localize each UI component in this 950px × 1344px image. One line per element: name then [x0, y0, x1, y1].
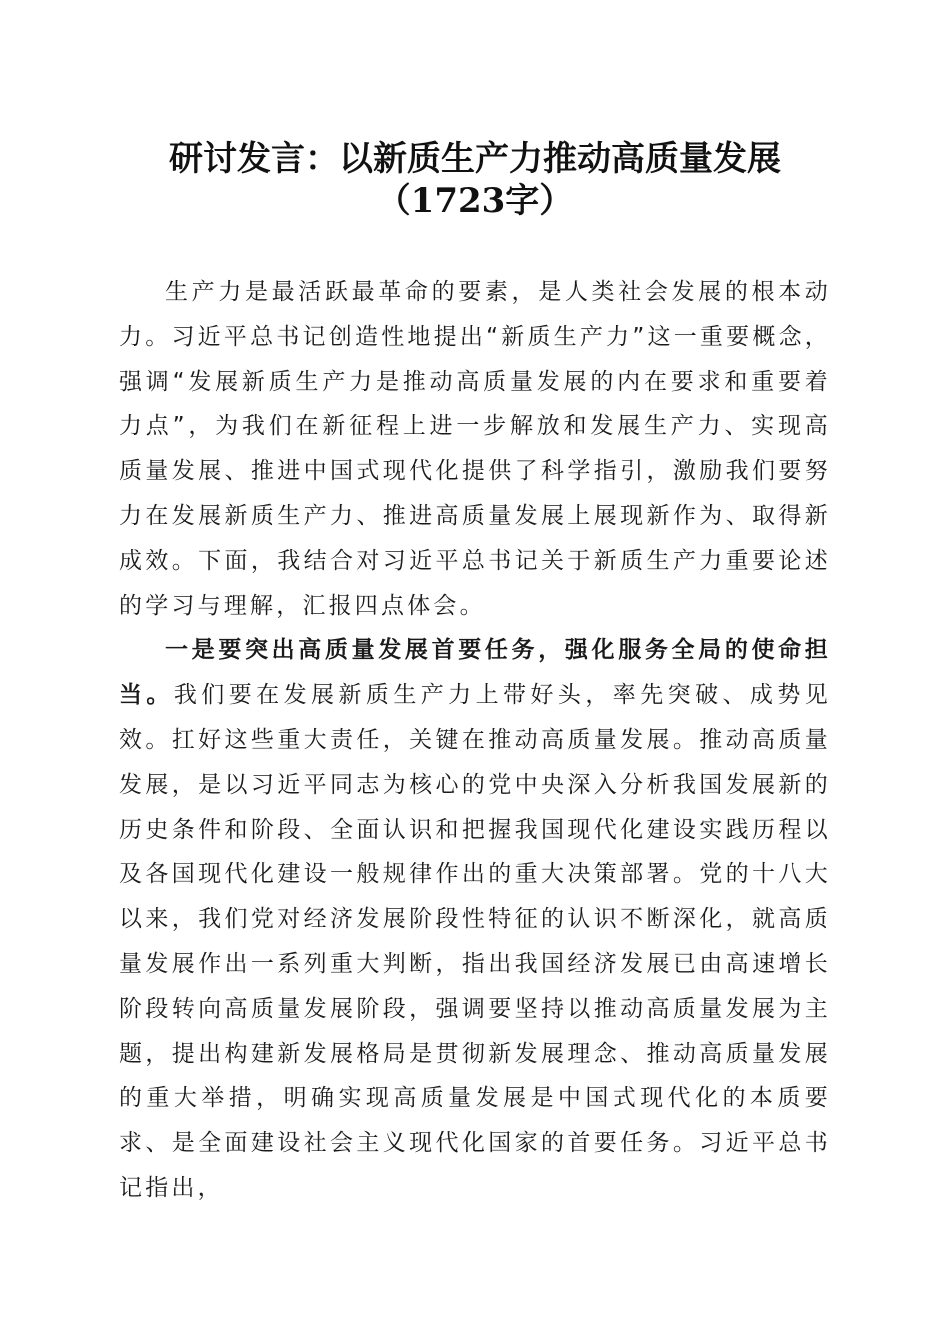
paragraph-lead-heading: 一是要突出高质量发展首要任务，强化服务全局的使命担当。: [119, 637, 831, 709]
document-subtitle-word-count: （1723字）: [376, 181, 574, 221]
paragraph-intro: [119, 270, 831, 628]
paragraph-point-one: [119, 628, 831, 1210]
document-body: [119, 270, 831, 1211]
document-title: 研讨发言：以新质生产力推动高质量发展: [169, 139, 781, 179]
paragraph-text: 生产力是最活跃最革命的要素，是人类社会发展的根本动力。习近平总书记创造性地提出“新质生产力”这一重要概念，强调“发展新质生产力是推动高质量发展的内在要求和重要着力点”，为我们在新征程上进一步解放和发展生产力、实现高质量发展、推进中国式现代化提供了科学指引，激励我们要努力在发展新质生产力、推进高质量发展上展现新作为、取得新成效。下面，我结合对习近平总书记关于新质生产力重要论述的学习与理解，汇报四点体会。: [119, 279, 831, 619]
paragraph-text: 我们要在发展新质生产力上带好头，率先突破、成势见效。扛好这些重大责任，关键在推动高质量发展。推动高质量发展，是以习近平同志为核心的党中央深入分析我国发展新的历史条件和阶段、全面认识和把握我国现代化建设实践历程以及各国现代化建设一般规律作出的重大决策部署。党的十八大以来，我们党对经济发展阶段性特征的认识不断深化，就高质量发展作出一系列重大判断，指出我国经济发展已由高速增长阶段转向高质量发展阶段，强调要坚持以推动高质量发展为主题，提出构建新发展格局是贯彻新发展理念、推动高质量发展的重大举措，明确实现高质量发展是中国式现代化的本质要求、是全面建设社会主义现代化国家的首要任务。习近平总书记指出，: [119, 682, 831, 1201]
